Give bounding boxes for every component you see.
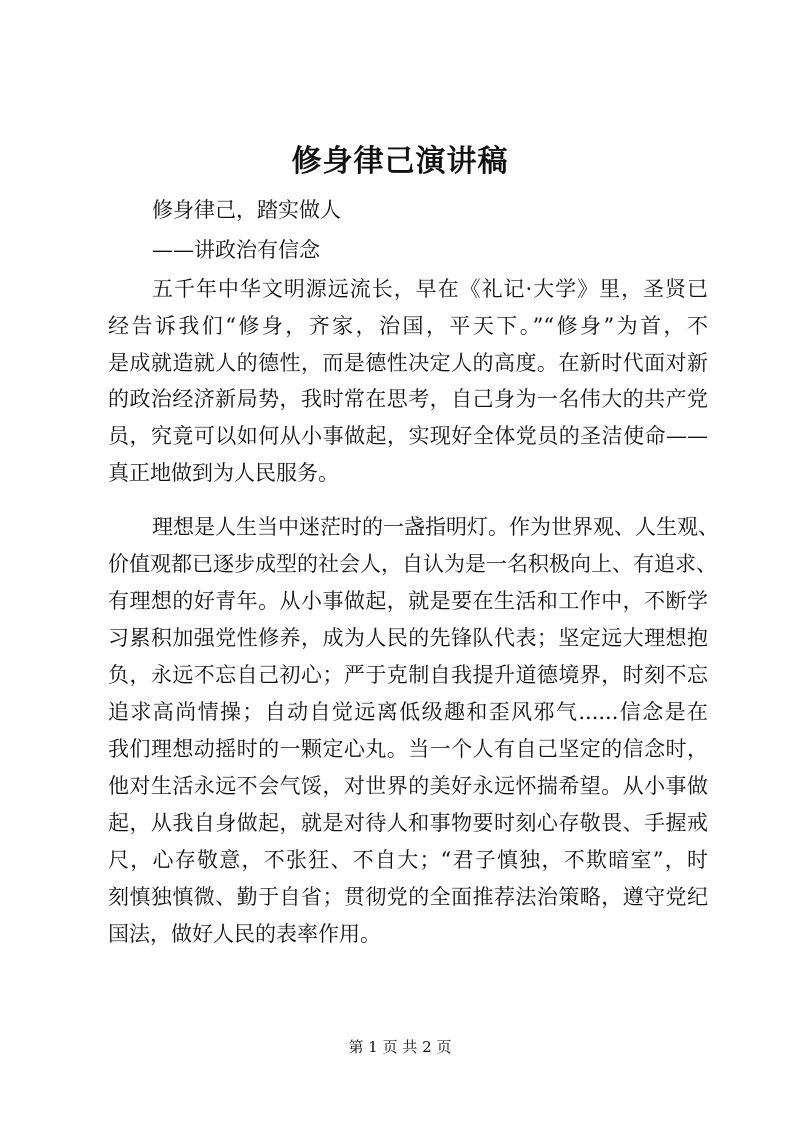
paragraph-2-line-9: 起，从我自身做起，就是对待人和事物要时刻心存敬畏、手握戒 bbox=[108, 811, 708, 835]
page-footer: 第 1 页 共 2 页 bbox=[348, 1038, 452, 1056]
paragraph-2-line-5: 负，永远不忘自己初心；严于克制自我提升道德境界，时刻不忘 bbox=[108, 663, 708, 687]
document-title: 修身律己演讲稿 bbox=[291, 144, 509, 179]
paragraph-2-line-1: 理想是人生当中迷茫时的一盏指明灯。作为世界观、人生观、 bbox=[152, 515, 719, 539]
paragraph-1-line-1: 五千年中华文明源远流长，早在《礼记·大学》里，圣贤已 bbox=[152, 277, 708, 301]
paragraph-1-line-6: 真正地做到为人民服务。 bbox=[108, 461, 339, 485]
subtitle-line-1: 修身律己，踏实做人 bbox=[152, 198, 341, 222]
paragraph-2-line-11: 刻慎独慎微、勤于自省；贯彻党的全面推荐法治策略，遵守党纪 bbox=[108, 885, 708, 909]
paragraph-2-line-4: 习累积加强党性修养，成为人民的先锋队代表；坚定远大理想抱 bbox=[108, 626, 708, 650]
paragraph-1-line-5: 员，究竟可以如何从小事做起，实现好全体党员的圣洁使命—— bbox=[108, 424, 708, 448]
paragraph-2-line-3: 有理想的好青年。从小事做起，就是要在生活和工作中，不断学 bbox=[108, 589, 708, 613]
paragraph-2-line-6: 追求高尚情操；自动自觉远离低级趣和歪风邪气......信念是在 bbox=[108, 700, 708, 724]
paragraph-1-line-4: 的政治经济新局势，我时常在思考，自己身为一名伟大的共产党 bbox=[108, 387, 708, 411]
paragraph-2-line-10: 尺，心存敬意，不张狂、不自大；“君子慎独，不欺暗室”，时 bbox=[108, 848, 708, 872]
subtitle-line-2: ——讲政治有信念 bbox=[152, 238, 320, 262]
paragraph-2-line-7: 我们理想动摇时的一颗定心丸。当一个人有自己坚定的信念时， bbox=[108, 737, 708, 761]
paragraph-2-line-12: 国法，做好人民的表率作用。 bbox=[108, 922, 381, 946]
paragraph-1-line-2: 经告诉我们“修身，齐家，治国，平天下。”“修身”为首，不 bbox=[108, 314, 708, 338]
paragraph-2-line-2: 价值观都已逐步成型的社会人，自认为是一名积极向上、有追求、 bbox=[108, 552, 717, 576]
paragraph-2-line-8: 他对生活永远不会气馁，对世界的美好永远怀揣希望。从小事做 bbox=[108, 774, 708, 798]
paragraph-1-line-3: 是成就造就人的德性，而是德性决定人的高度。在新时代面对新 bbox=[108, 351, 708, 375]
